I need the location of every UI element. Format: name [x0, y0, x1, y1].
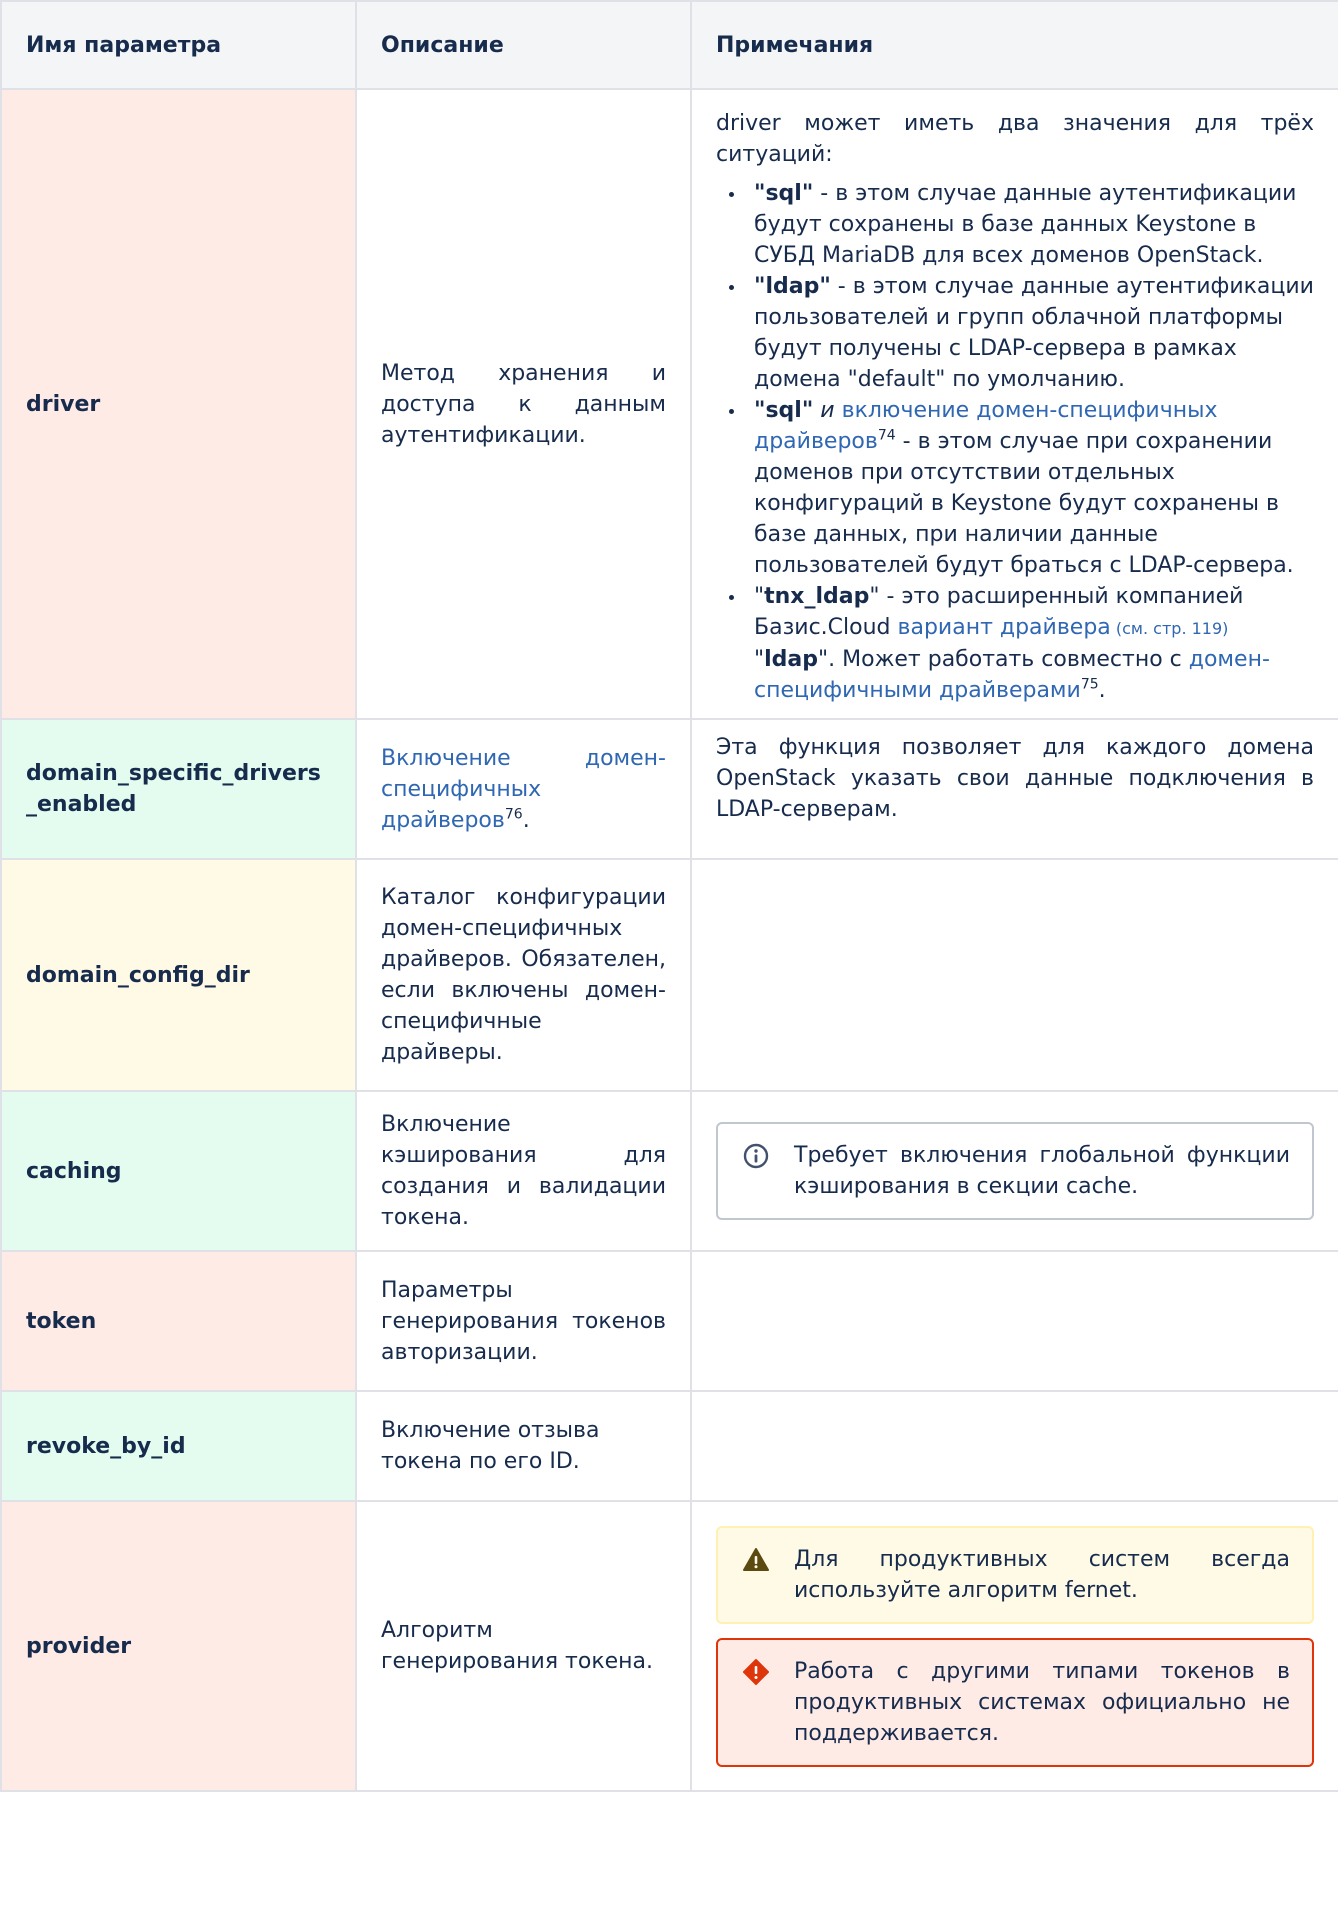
param-notes — [691, 1391, 1338, 1501]
value-term: "sql" — [754, 181, 814, 206]
error-icon — [742, 1658, 770, 1686]
table-row — [1, 1501, 1338, 1791]
param-name: domain_specific_drivers_enabled — [1, 719, 356, 859]
table-row — [1, 1091, 1338, 1251]
value-text: - это расширенный компанией Базис.Cloud — [754, 584, 1244, 640]
list-item — [746, 581, 1314, 706]
value-text: - в этом случае при сохранении доменов при отсутствии отдельных конфигураций в Keystone будут сохранены в базе данных, при наличии данные пользователей будут браться с LDAP-сервера. — [754, 429, 1294, 578]
param-name: token — [1, 1251, 356, 1391]
param-description: Каталог конфигурации домен-специфичных драйверов. Обязателен, если включены домен-специфичные драйверы. — [356, 859, 691, 1091]
footnote-ref[interactable]: 76 — [504, 806, 523, 823]
param-name: caching — [1, 1091, 356, 1251]
error-panel-text: Работа с другими типами токенов в продуктивных системах официально не поддерживается. — [794, 1658, 1290, 1746]
quote: " — [869, 584, 880, 609]
param-name: provider — [1, 1501, 356, 1791]
table-row — [1, 719, 1338, 859]
param-notes — [691, 1501, 1338, 1791]
table-row — [1, 859, 1338, 1091]
header-notes: Примечания — [691, 1, 1338, 89]
param-notes: Эта функция позволяет для каждого домена OpenStack указать свои данные подключения в LDAP-серверам. — [691, 719, 1338, 859]
quote: " — [754, 584, 765, 609]
domain-drivers-link[interactable]: включение домен-специфичных драйверов — [754, 398, 1218, 454]
list-item — [746, 271, 1314, 395]
value-term: ldap — [764, 647, 819, 672]
param-notes — [691, 859, 1338, 1091]
value-text: ". Может работать совместно с — [818, 647, 1189, 672]
table-row — [1, 89, 1338, 719]
table-row — [1, 1251, 1338, 1391]
value-term: "ldap" — [754, 274, 831, 299]
header-name: Имя параметра — [1, 1, 356, 89]
period: . — [1098, 678, 1106, 703]
list-item — [746, 395, 1314, 581]
period: . — [522, 807, 530, 833]
warning-panel — [716, 1526, 1314, 1624]
table-row — [1, 1391, 1338, 1501]
table-header-row — [1, 1, 1338, 89]
value-text: - в этом случае данные аутентификации будут сохранены в базе данных Keystone в СУБД MariaDB для всех доменов OpenStack. — [754, 181, 1297, 268]
domain-drivers-enable-link[interactable]: Включение домен-специфичных драйверов — [381, 745, 666, 833]
info-panel — [716, 1122, 1314, 1220]
value-conj: и — [813, 398, 842, 423]
quote: " — [754, 647, 765, 672]
header-description: Описание — [356, 1, 691, 89]
param-description: Включение кэширования для создания и валидации токена. — [356, 1091, 691, 1251]
footnote-ref[interactable]: 74 — [877, 427, 896, 444]
warning-panel-text: Для продуктивных систем всегда используйте алгоритм fernet. — [794, 1546, 1290, 1603]
param-description: Параметры генерирования токенов авторизации. — [356, 1251, 691, 1391]
param-notes — [691, 89, 1338, 719]
param-description: Включение отзыва токена по его ID. — [356, 1391, 691, 1501]
domain-specific-drivers-link[interactable]: домен-специфичными драйверами — [754, 647, 1270, 703]
driver-values-list — [716, 178, 1314, 706]
param-name: domain_config_dir — [1, 859, 356, 1091]
value-term: "sql" — [754, 398, 814, 423]
param-name: driver — [1, 89, 356, 719]
value-text: - в этом случае данные аутентификации пользователей и групп облачной платформы будут получены с LDAP-сервера в рамках домена "default" по умолчанию. — [754, 274, 1314, 392]
info-icon — [742, 1142, 770, 1170]
param-description — [356, 719, 691, 859]
param-name: revoke_by_id — [1, 1391, 356, 1501]
footnote-ref[interactable]: 75 — [1080, 676, 1099, 693]
driver-variant-link[interactable]: вариант драйвера — [897, 615, 1111, 640]
param-description: Метод хранения и доступа к данным аутентификации. — [356, 89, 691, 719]
param-description: Алгоритм генерирования токена. — [356, 1501, 691, 1791]
param-notes — [691, 1251, 1338, 1391]
info-panel-text: Требует включения глобальной функции кэширования в секции cache. — [794, 1143, 1290, 1199]
warning-icon — [742, 1546, 770, 1574]
param-notes — [691, 1091, 1338, 1251]
error-panel — [716, 1638, 1314, 1767]
page-ref-link[interactable]: (см. стр. 119) — [1110, 619, 1229, 638]
notes-intro: driver может иметь два значения для трёх ситуаций: — [716, 111, 1314, 167]
value-term: tnx_ldap — [764, 584, 870, 609]
list-item — [746, 178, 1314, 271]
